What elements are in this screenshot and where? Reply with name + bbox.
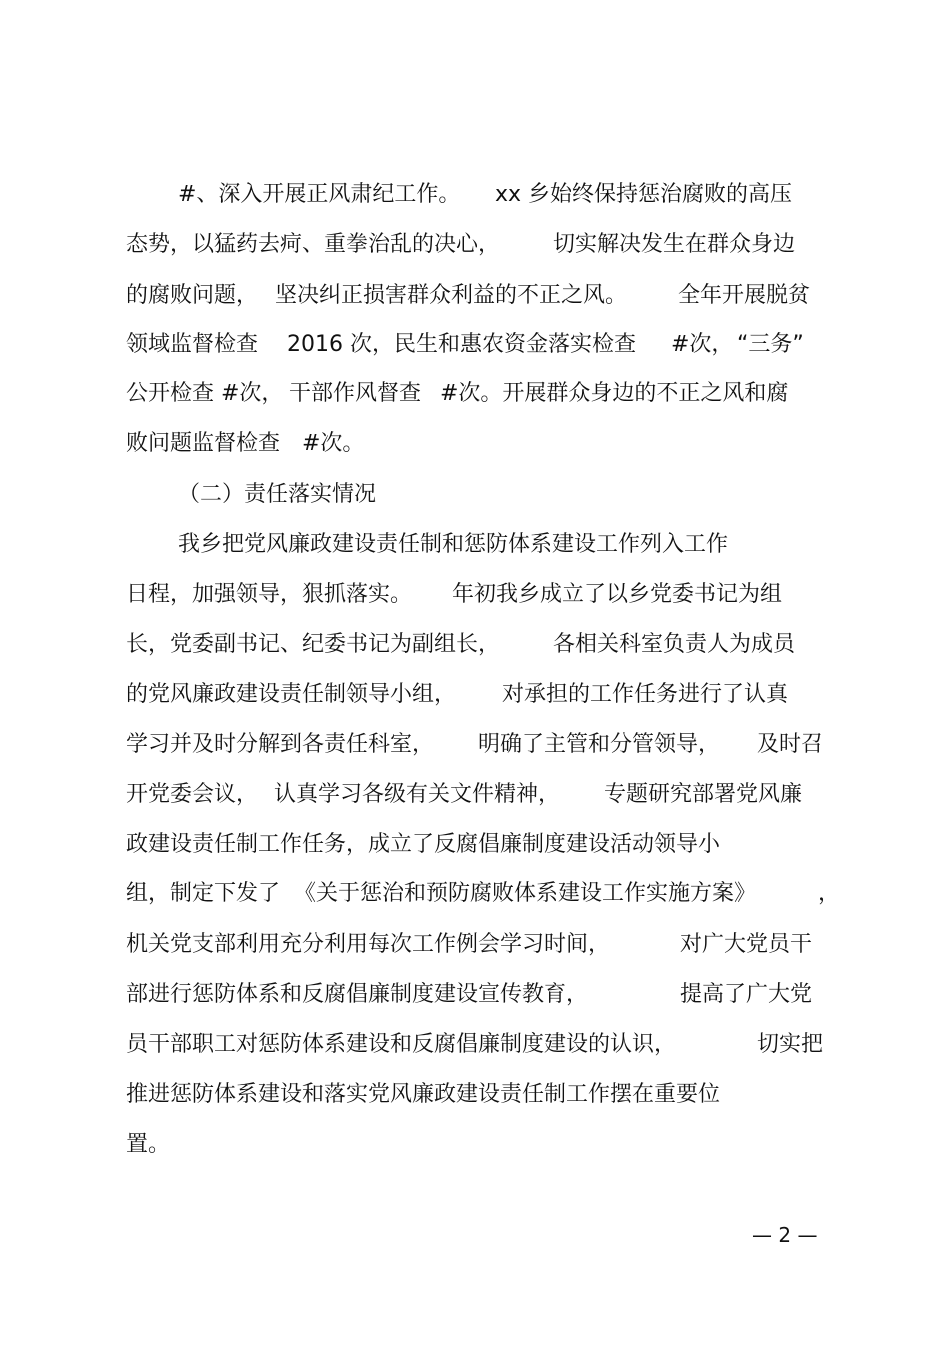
section-heading-text: （二）责任落实情况: [178, 482, 377, 507]
paragraph-line: [0, 879, 950, 909]
paragraph-line: [0, 580, 950, 610]
text-segment: 切实解决发生在群众身边: [553, 232, 796, 257]
text-segment: 认真学习各级有关文件精神，: [274, 782, 561, 807]
paragraph-line: [0, 780, 950, 810]
text-segment: #次。开展群众身边的不正之风和腐: [440, 381, 789, 406]
text-segment: 机关党支部利用充分利用每次工作例会学习时间，: [126, 932, 611, 957]
paragraph-line: [0, 530, 950, 560]
text-segment: 政建设责任制工作任务，成立了反腐倡廉制度建设活动领导小: [126, 832, 721, 857]
text-segment: #次。: [302, 431, 365, 456]
text-segment: 及时召: [757, 732, 824, 757]
section-heading: [0, 480, 950, 510]
text-segment: 的党风廉政建设责任制领导小组，: [126, 682, 457, 707]
text-segment: 坚决纠正损害群众利益的不正之风。: [275, 283, 628, 308]
text-segment: 明确了主管和分管领导，: [478, 732, 721, 757]
text-segment: 长，党委副书记、纪委书记为副组长，: [126, 632, 501, 657]
text-segment: 对广大党员干: [680, 932, 813, 957]
paragraph-line: [0, 379, 950, 409]
text-segment: #、深入开展正风肃纪工作。: [178, 182, 461, 207]
text-segment: 置。: [126, 1132, 171, 1157]
text-segment: 干部作风督查: [289, 381, 422, 406]
text-segment: 对承担的工作任务进行了认真: [502, 682, 789, 707]
text-segment: 员干部职工对惩防体系建设和反腐倡廉制度建设的认识，: [126, 1032, 677, 1057]
text-segment: 年初我乡成立了以乡党委书记为组: [452, 582, 783, 607]
text-segment: xx 乡始终保持惩治腐败的高压: [495, 182, 793, 207]
text-segment: 各相关科室负责人为成员: [553, 632, 796, 657]
text-segment: 我乡把党风廉政建设责任制和惩防体系建设工作列入工作: [178, 532, 729, 557]
text-segment: 提高了广大党: [680, 982, 813, 1007]
text-segment: 推进惩防体系建设和落实党风廉政建设责任制工作摆在重要位: [126, 1082, 721, 1107]
text-segment: 败问题监督检查: [126, 431, 281, 456]
text-segment: 开党委会议，: [126, 782, 259, 807]
paragraph-line: [0, 281, 950, 311]
text-segment: “三务”: [737, 332, 804, 357]
paragraph-line: [0, 429, 950, 459]
paragraph-line: [0, 730, 950, 760]
paragraph-line: [0, 230, 950, 260]
text-segment: 公开检查 #次，: [126, 381, 284, 406]
paragraph-line: [0, 830, 950, 860]
text-segment: 《关于惩治和预防腐败体系建设工作实施方案》: [294, 881, 757, 906]
paragraph-line: [0, 930, 950, 960]
paragraph-line: [0, 630, 950, 660]
text-segment: 切实把: [757, 1032, 824, 1057]
text-segment: ，: [818, 881, 841, 906]
text-segment: #次，: [671, 332, 734, 357]
text-segment: 日程，加强领导，狠抓落实。: [126, 582, 413, 607]
paragraph-line: [0, 980, 950, 1010]
paragraph-line: [0, 180, 950, 210]
page-number: — 2 —: [752, 1223, 818, 1247]
text-segment: 学习并及时分解到各责任科室，: [126, 732, 435, 757]
paragraph-line: [0, 1030, 950, 1060]
text-segment: 专题研究部署党风廉: [604, 782, 803, 807]
text-segment: 的腐败问题，: [126, 283, 259, 308]
paragraph-line: [0, 330, 950, 360]
paragraph-line: [0, 1080, 950, 1110]
text-segment: 全年开展脱贫: [678, 283, 811, 308]
paragraph-line: [0, 680, 950, 710]
text-segment: 部进行惩防体系和反腐倡廉制度建设宣传教育，: [126, 982, 589, 1007]
text-segment: 领域监督检查: [126, 332, 259, 357]
text-segment: 组，制定下发了: [126, 881, 281, 906]
text-segment: 2016 次，民生和惠农资金落实检查: [287, 332, 636, 357]
text-segment: 态势，以猛药去疴、重拳治乱的决心，: [126, 232, 501, 257]
paragraph-line: [0, 1130, 950, 1160]
